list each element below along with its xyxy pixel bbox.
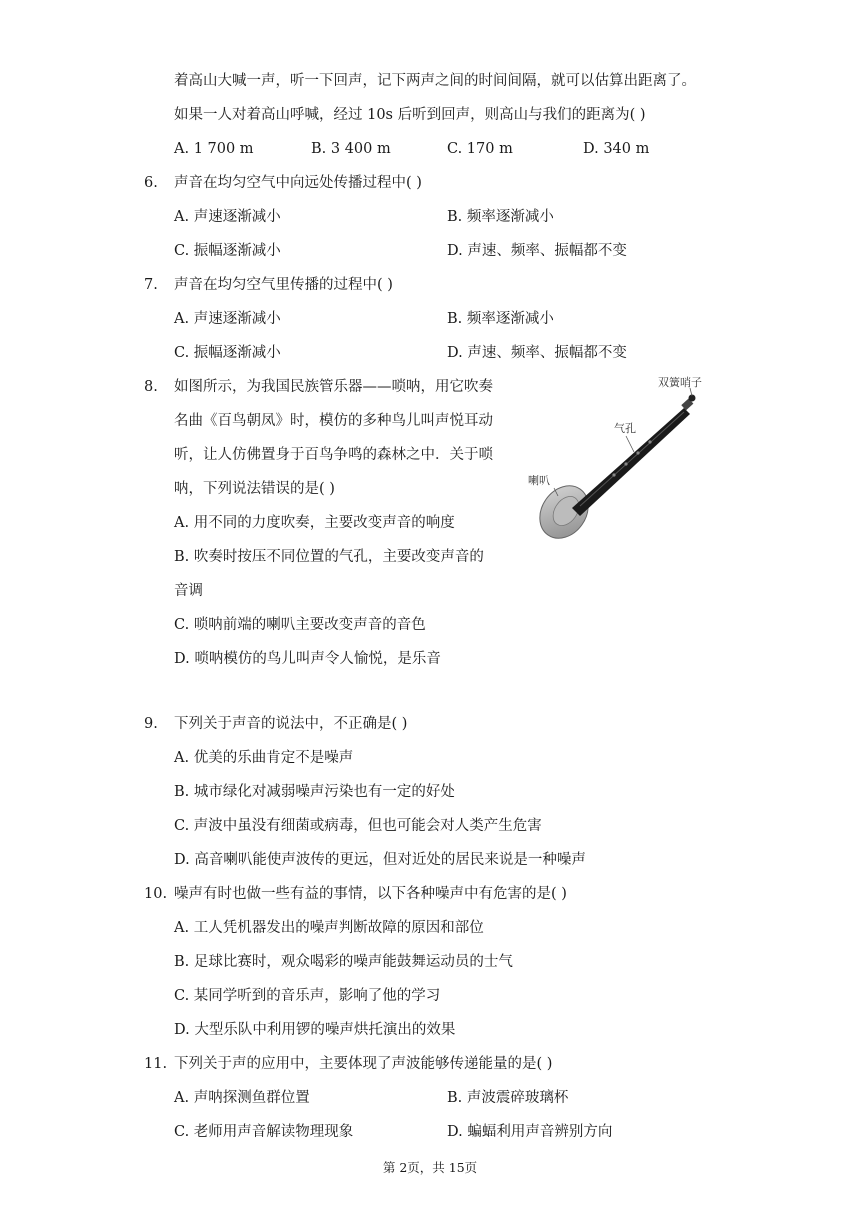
q6-option-d: D. 声速、频率、振幅都不变	[447, 243, 627, 259]
q10-text: 噪声有时也做一些有益的事情，以下各种噪声中有危害的是( )	[174, 886, 567, 902]
q5-text-line2: 如果一人对着高山呼喊，经过 10s 后听到回声，则高山与我们的距离为( )	[174, 107, 646, 123]
q8-option-b-line2: 音调	[174, 583, 203, 599]
q8-option-b-line1: B. 吹奏时按压不同位置的气孔，主要改变声音的	[174, 549, 484, 565]
q7-option-d: D. 声速、频率、振幅都不变	[447, 345, 627, 361]
q6-option-a: A. 声速逐渐减小	[174, 209, 281, 225]
q5-option-b: B. 3 400 m	[311, 141, 391, 157]
q9-text: 下列关于声音的说法中，不正确是( )	[174, 716, 408, 732]
q9-number: 9.	[144, 716, 158, 732]
q9-option-a: A. 优美的乐曲肯定不是噪声	[174, 750, 354, 766]
q10-option-d: D. 大型乐队中利用锣的噪声烘托演出的效果	[174, 1022, 456, 1038]
q11-option-c: C. 老师用声音解读物理现象	[174, 1124, 354, 1140]
suona-hole-2	[624, 462, 627, 465]
reed-label: 双簧哨子	[658, 376, 702, 389]
q6-option-c: C. 振幅逐渐减小	[174, 243, 281, 259]
q10-number: 10.	[144, 886, 168, 902]
q11-option-a: A. 声呐探测鱼群位置	[174, 1090, 310, 1106]
suona-hole-3	[636, 451, 639, 454]
page-footer: 第 2页，共 15页	[382, 1160, 478, 1175]
q7-option-b: B. 频率逐渐减小	[447, 311, 554, 327]
q9-option-d: D. 高音喇叭能使声波传的更远，但对近处的居民来说是一种噪声	[174, 852, 586, 868]
q11-option-b: B. 声波震碎玻璃杯	[447, 1090, 569, 1106]
q5-option-c: C. 170 m	[447, 141, 513, 157]
q8-text-line2: 名曲《百鸟朝凤》时，模仿的多种鸟儿叫声悦耳动	[174, 413, 493, 429]
q11-text: 下列关于声的应用中，主要体现了声波能够传递能量的是( )	[174, 1056, 553, 1072]
suona-hole-1	[612, 473, 615, 476]
suona-hole-4	[648, 440, 651, 443]
bell-label: 喇叭	[528, 474, 550, 487]
q10-option-b: B. 足球比赛时，观众喝彩的噪声能鼓舞运动员的士气	[174, 954, 513, 970]
q10-option-a: A. 工人凭机器发出的噪声判断故障的原因和部位	[174, 920, 484, 936]
q6-number: 6.	[144, 175, 158, 191]
q9-option-c: C. 声波中虽没有细菌或病毒，但也可能会对人类产生危害	[174, 818, 542, 834]
q10-option-c: C. 某同学听到的音乐声，影响了他的学习	[174, 988, 441, 1004]
q8-option-c: C. 唢呐前端的喇叭主要改变声音的音色	[174, 617, 426, 633]
q8-number: 8.	[144, 379, 158, 395]
suona-illustration	[524, 372, 720, 550]
q5-text-line1: 着高山大喊一声，听一下回声，记下两声之间的时间间隔，就可以估算出距离了。	[174, 73, 696, 89]
q7-option-c: C. 振幅逐渐减小	[174, 345, 281, 361]
q11-option-d: D. 蝙蝠利用声音辨别方向	[447, 1124, 613, 1140]
q7-text: 声音在均匀空气里传播的过程中( )	[174, 277, 393, 293]
holes-leader-line	[626, 436, 634, 452]
q11-number: 11.	[144, 1056, 168, 1072]
q8-text-line1: 如图所示，为我国民族管乐器——唢呐，用它吹奏	[174, 379, 493, 395]
q5-option-d: D. 340 m	[583, 141, 650, 157]
holes-label: 气孔	[614, 422, 636, 435]
q7-option-a: A. 声速逐渐减小	[174, 311, 281, 327]
q8-text-line3: 听，让人仿佛置身于百鸟争鸣的森林之中．关于唢	[174, 447, 493, 463]
q7-number: 7.	[144, 277, 158, 293]
q5-option-a: A. 1 700 m	[174, 141, 254, 157]
q8-option-d: D. 唢呐模仿的鸟儿叫声令人愉悦，是乐音	[174, 651, 441, 667]
q6-text: 声音在均匀空气中向远处传播过程中( )	[174, 175, 422, 191]
q8-option-a: A. 用不同的力度吹奏，主要改变声音的响度	[174, 515, 455, 531]
q8-text-line4: 呐，下列说法错误的是( )	[174, 481, 335, 497]
q9-option-b: B. 城市绿化对减弱噪声污染也有一定的好处	[174, 784, 455, 800]
q6-option-b: B. 频率逐渐减小	[447, 209, 554, 225]
